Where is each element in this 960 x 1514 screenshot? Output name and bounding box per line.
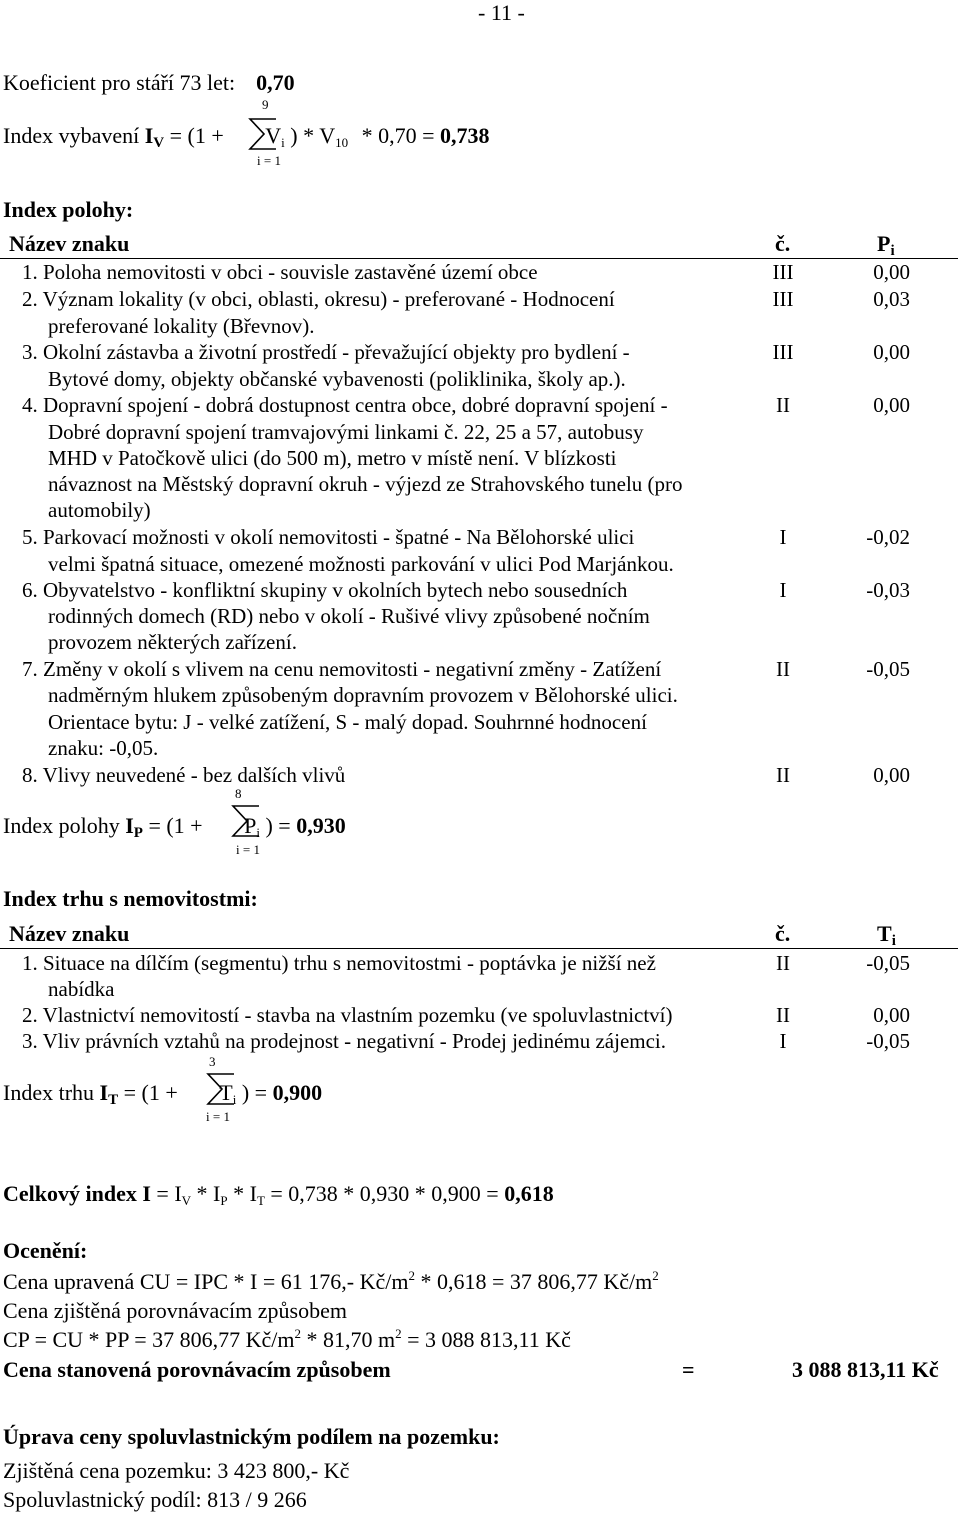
formula-result: 0,900: [272, 1080, 323, 1105]
row-class: II: [776, 763, 790, 787]
polohy-row-2: [22, 289, 615, 310]
formula-text: * 81,70 m: [301, 1327, 396, 1352]
formula-text: = 3 088 813,11 Kč: [401, 1327, 571, 1352]
polohy-row-1: [22, 262, 538, 283]
symbol-t: T: [219, 1080, 233, 1105]
polohy-row-7-cont: nadměrným hlukem způsobeným dopravním provozem v Bělohorské ulici.: [48, 683, 678, 707]
uprava-heading: Úprava ceny spoluvlastnickým podílem na pozemku:: [3, 1424, 500, 1449]
formula-text: Index trhu: [3, 1080, 100, 1105]
sum-lower-limit: i = 1: [257, 153, 281, 168]
row-value: 0,00: [873, 763, 910, 787]
age-coefficient-label: Koeficient pro stáří 73 let:: [3, 70, 236, 95]
row-class: II: [776, 951, 790, 975]
polohy-row-7: 7. Změny v okolí s vlivem na cenu nemovitosti - negativní změny - Zatížení: [22, 657, 662, 681]
cp-formula-line: [3, 1326, 571, 1352]
polohy-row-4-cont: MHD v Patočkově ulici (do 500 m), metro v místě není. V blízkosti: [48, 446, 617, 470]
final-price-equals: =: [682, 1357, 695, 1382]
trhu-row-3: 3. Vliv právních vztahů na prodejnost - negativní - Prodej jedinému zájemci.: [22, 1029, 667, 1053]
superscript: 2: [395, 1326, 402, 1341]
column-class: č.: [775, 921, 791, 946]
polohy-row-2-cont: preferované lokality (Břevnov).: [48, 314, 315, 338]
age-coefficient-value: 0,70: [256, 70, 295, 95]
subscript: T: [256, 1193, 265, 1208]
polohy-row-3-cont: Bytové domy, objekty občanské vybavenosti (poliklinika, školy ap.).: [48, 367, 626, 391]
formula-text: = (1 +: [164, 123, 230, 148]
subscript: V: [181, 1193, 192, 1208]
cena-pozemku-line: Zjištěná cena pozemku: 3 423 800,- Kč: [3, 1458, 350, 1483]
column-t-label: T: [877, 921, 892, 946]
sum-lower-limit: i = 1: [206, 1109, 230, 1124]
polohy-row-6-cont: rodinných domech (RD) nebo v okolí - Rušivé vlivy způsobené nočním: [48, 604, 650, 628]
subscript: P: [220, 1193, 228, 1208]
row-class: I: [779, 578, 787, 602]
celkovy-label: Celkový index: [3, 1181, 143, 1206]
row-class: II: [776, 393, 790, 417]
formula-text: ) =: [259, 813, 297, 838]
column-p: [877, 231, 895, 259]
subscript: i: [281, 135, 285, 150]
formula-text: = I: [150, 1181, 182, 1206]
row-class: I: [779, 1029, 787, 1053]
polohy-row-5-cont: velmi špatná situace, omezené možnosti parkování v ulici Pod Marjánkou.: [48, 552, 674, 576]
superscript: 2: [652, 1268, 659, 1283]
symbol-i: I: [125, 813, 134, 838]
formula-text: ) * V: [284, 123, 336, 148]
formula-text: * 0,618 = 37 806,77 Kč/m: [414, 1269, 653, 1294]
row-value: 0,03: [873, 287, 910, 311]
polohy-row-7-cont: znaku: -0,05.: [48, 736, 159, 760]
formula-text: * I: [227, 1181, 257, 1206]
sum-upper-limit: 3: [209, 1054, 216, 1069]
formula-text: * I: [191, 1181, 221, 1206]
index-polohy-formula: [3, 813, 346, 841]
column-t-sub: i: [891, 933, 896, 949]
subscript: V: [153, 135, 165, 151]
column-name: Název znaku: [9, 231, 130, 256]
page-number: - 11 -: [478, 0, 525, 25]
trhu-row-1-cont: nabídka: [48, 977, 115, 1001]
row-class: I: [779, 525, 787, 549]
polohy-table-header: [0, 231, 958, 259]
row-class: III: [772, 340, 794, 364]
formula-text: = 0,738 * 0,930 * 0,900 =: [264, 1181, 505, 1206]
row-value: 0,00: [873, 393, 910, 417]
sum-upper-limit: 9: [262, 97, 269, 112]
symbol-i: I: [144, 123, 154, 148]
formula-text: CP = CU * PP = 37 806,77 Kč/m: [3, 1327, 295, 1352]
cena-zjistena-line: Cena zjištěná porovnávacím způsobem: [3, 1298, 347, 1323]
row-class: II: [776, 1003, 790, 1027]
formula-text: Cena upravená CU = IPC * I = 61 176,- Kč/m: [3, 1269, 409, 1294]
polohy-row-6: 6. Obyvatelstvo - konfliktní skupiny v okolních bytech nebo sousedních: [22, 578, 628, 602]
column-name: Název znaku: [9, 921, 130, 946]
final-price-value: 3 088 813,11 Kč: [792, 1357, 939, 1382]
row-text: 2. Význam lokality (v obci, oblasti, okresu) - preferované - Hodnocení: [22, 287, 615, 311]
polohy-row-8: 8. Vlivy neuvedené - bez dalších vlivů: [22, 763, 346, 787]
sum-upper-limit: 8: [235, 786, 242, 801]
symbol-p: P: [244, 813, 257, 838]
final-price-label: Cena stanovená porovnávacím způsobem: [3, 1357, 391, 1382]
oceneni-heading: Ocenění:: [3, 1238, 88, 1263]
row-value: -0,05: [866, 657, 910, 681]
trhu-table-header: [0, 921, 958, 949]
symbol-i: I: [99, 1080, 109, 1105]
age-coefficient: [3, 72, 295, 94]
row-class: III: [772, 260, 794, 284]
column-t: [877, 921, 896, 949]
formula-text: Index vybavení: [3, 123, 145, 148]
trhu-row-1: 1. Situace na dílčím (segmentu) trhu s nemovitostmi - poptávka je nižší než: [22, 951, 656, 975]
polohy-heading: Index polohy:: [3, 197, 134, 222]
formula-text: ) =: [236, 1080, 273, 1105]
row-value: -0,05: [866, 951, 910, 975]
polohy-row-5: 5. Parkovací možnosti v okolí nemovitosti - špatné - Na Bělohorské ulici: [22, 525, 635, 549]
subscript: i: [232, 1092, 237, 1107]
formula-text: = (1 +: [142, 813, 209, 838]
subscript: P: [133, 825, 143, 841]
row-value: -0,03: [866, 578, 910, 602]
celkovy-index: [3, 1181, 554, 1208]
subscript: i: [256, 825, 260, 840]
superscript: 2: [294, 1326, 301, 1341]
sum-lower-limit: i = 1: [236, 842, 260, 857]
polohy-row-4: 4. Dopravní spojení - dobrá dostupnost centra obce, dobré dopravní spojení -: [22, 393, 668, 417]
row-value: -0,02: [866, 525, 910, 549]
formula-result: 0,738: [440, 123, 490, 148]
symbol-i: I: [142, 1181, 151, 1206]
subscript: T: [108, 1092, 119, 1108]
row-value: 0,00: [873, 340, 910, 364]
formula-text: * 0,70 =: [356, 123, 441, 148]
formula-result: 0,618: [504, 1181, 554, 1206]
trhu-heading: Index trhu s nemovitostmi:: [3, 886, 258, 911]
subscript: 10: [335, 135, 349, 150]
index-trhu-formula: [3, 1080, 323, 1108]
row-value: -0,05: [866, 1029, 910, 1053]
trhu-row-2: 2. Vlastnictví nemovitostí - stavba na vlastním pozemku (ve spoluvlastnictví): [22, 1003, 673, 1027]
row-value: 0,00: [873, 1003, 910, 1027]
formula-text: = (1 +: [118, 1080, 184, 1105]
superscript: 2: [408, 1268, 415, 1283]
polohy-row-7-cont: Orientace bytu: J - velké zatížení, S - malý dopad. Souhrnné hodnocení: [48, 710, 647, 734]
column-p-sub: i: [890, 243, 895, 259]
index-vybaveni-formula: [3, 123, 490, 151]
formula-text: Index polohy: [3, 813, 126, 838]
polohy-row-4-cont: automobily): [48, 498, 151, 522]
row-value: 0,00: [873, 260, 910, 284]
polohy-row-4-cont: Dobré dopravní spojení tramvajovými linkami č. 22, 25 a 57, autobusy: [48, 420, 644, 444]
row-class: III: [772, 287, 794, 311]
column-p-label: P: [877, 231, 891, 256]
polohy-row-4-cont: návaznost na Městský dopravní okruh - výjezd ze Strahovského tunelu (pro: [48, 472, 683, 496]
row-text: 1. Poloha nemovitosti v obci - souvisle zastavěné území obce: [22, 260, 538, 284]
formula-result: 0,930: [296, 813, 346, 838]
polohy-row-3: 3. Okolní zástavba a životní prostředí - převažující objekty pro bydlení -: [22, 340, 630, 364]
row-class: II: [776, 657, 790, 681]
polohy-row-6-cont: provozem některých zařízení.: [48, 630, 297, 654]
symbol-v: V: [265, 123, 282, 148]
podil-line: Spoluvlastnický podíl: 813 / 9 266: [3, 1487, 307, 1512]
column-class: č.: [775, 231, 791, 256]
cena-upravena-line: [3, 1268, 659, 1294]
